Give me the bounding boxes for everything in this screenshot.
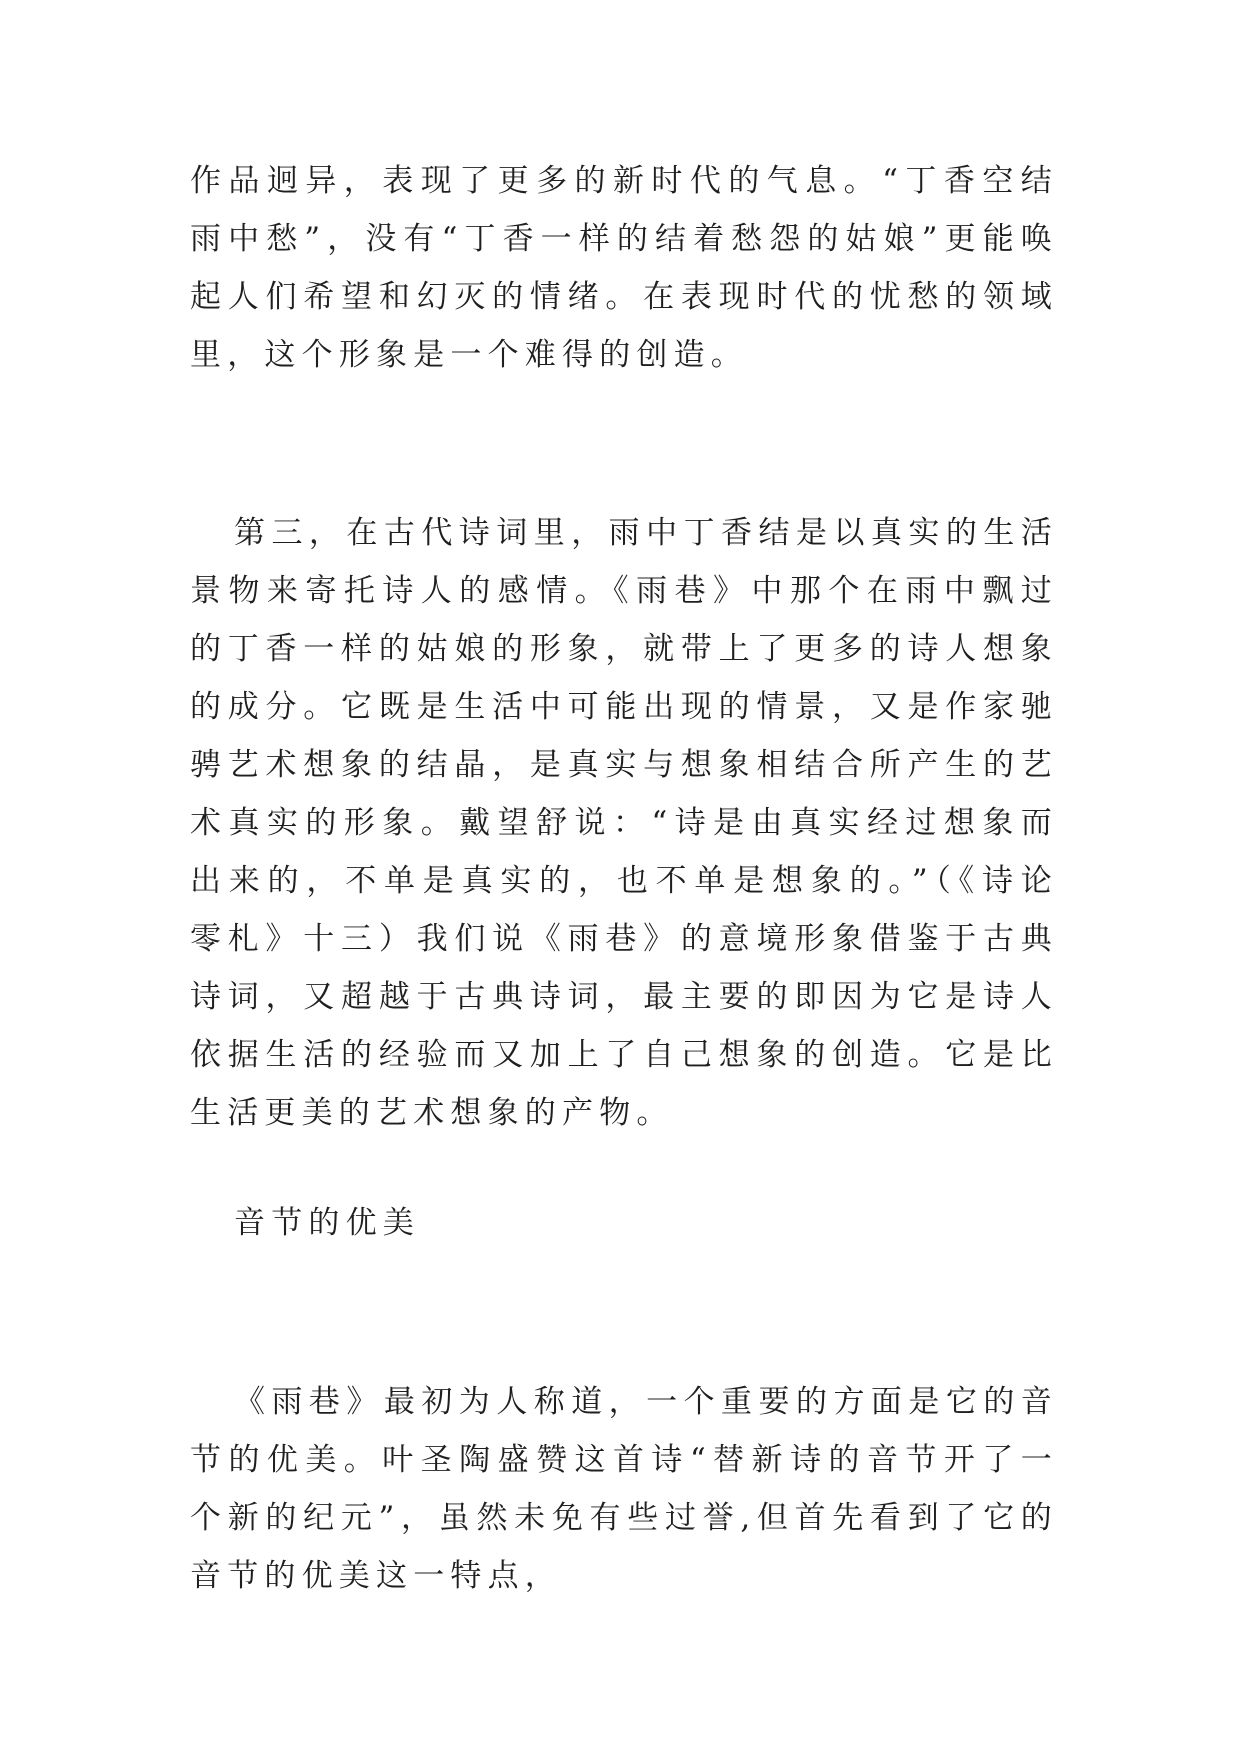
paragraph-intro: 作品迥异，表现了更多的新时代的气息。“丁香空结雨中愁”，没有“丁香一样的结着愁怨的姑娘”更能唤起人们希望和幻灭的情绪。在表现时代的忧愁的领域里，这个形象是一个难得的创造。 — [190, 163, 1058, 373]
paragraph-rhythm: 《雨巷》最初为人称道，一个重要的方面是它的音节的优美。叶圣陶盛赞这首诗“替新诗的音节开了一个新的纪元”，虽然未免有些过誉,但首先看到了它的音节的优美这一特点， — [190, 1384, 1058, 1594]
paragraph-third-point: 第三，在古代诗词里，雨中丁香结是以真实的生活景物来寄托诗人的感情。《雨巷》中那个在雨中飘过的丁香一样的姑娘的形象，就带上了更多的诗人想象的成分。它既是生活中可能出现的情景，又是作家驰骋艺术想象的结晶，是真实与想象相结合所产生的艺术真实的形象。戴望舒说：“诗是由真实经过想象而出来的，不单是真实的，也不单是想象的。”（《诗论零札》十三）我们说《雨巷》的意境形象借鉴于古典诗词，又超越于古典诗词，最主要的即因为它是诗人依据生活的经验而又加上了自己想象的创造。它是比生活更美的艺术想象的产物。 — [190, 515, 1058, 1131]
section-heading: 音节的优美 — [234, 1205, 420, 1241]
